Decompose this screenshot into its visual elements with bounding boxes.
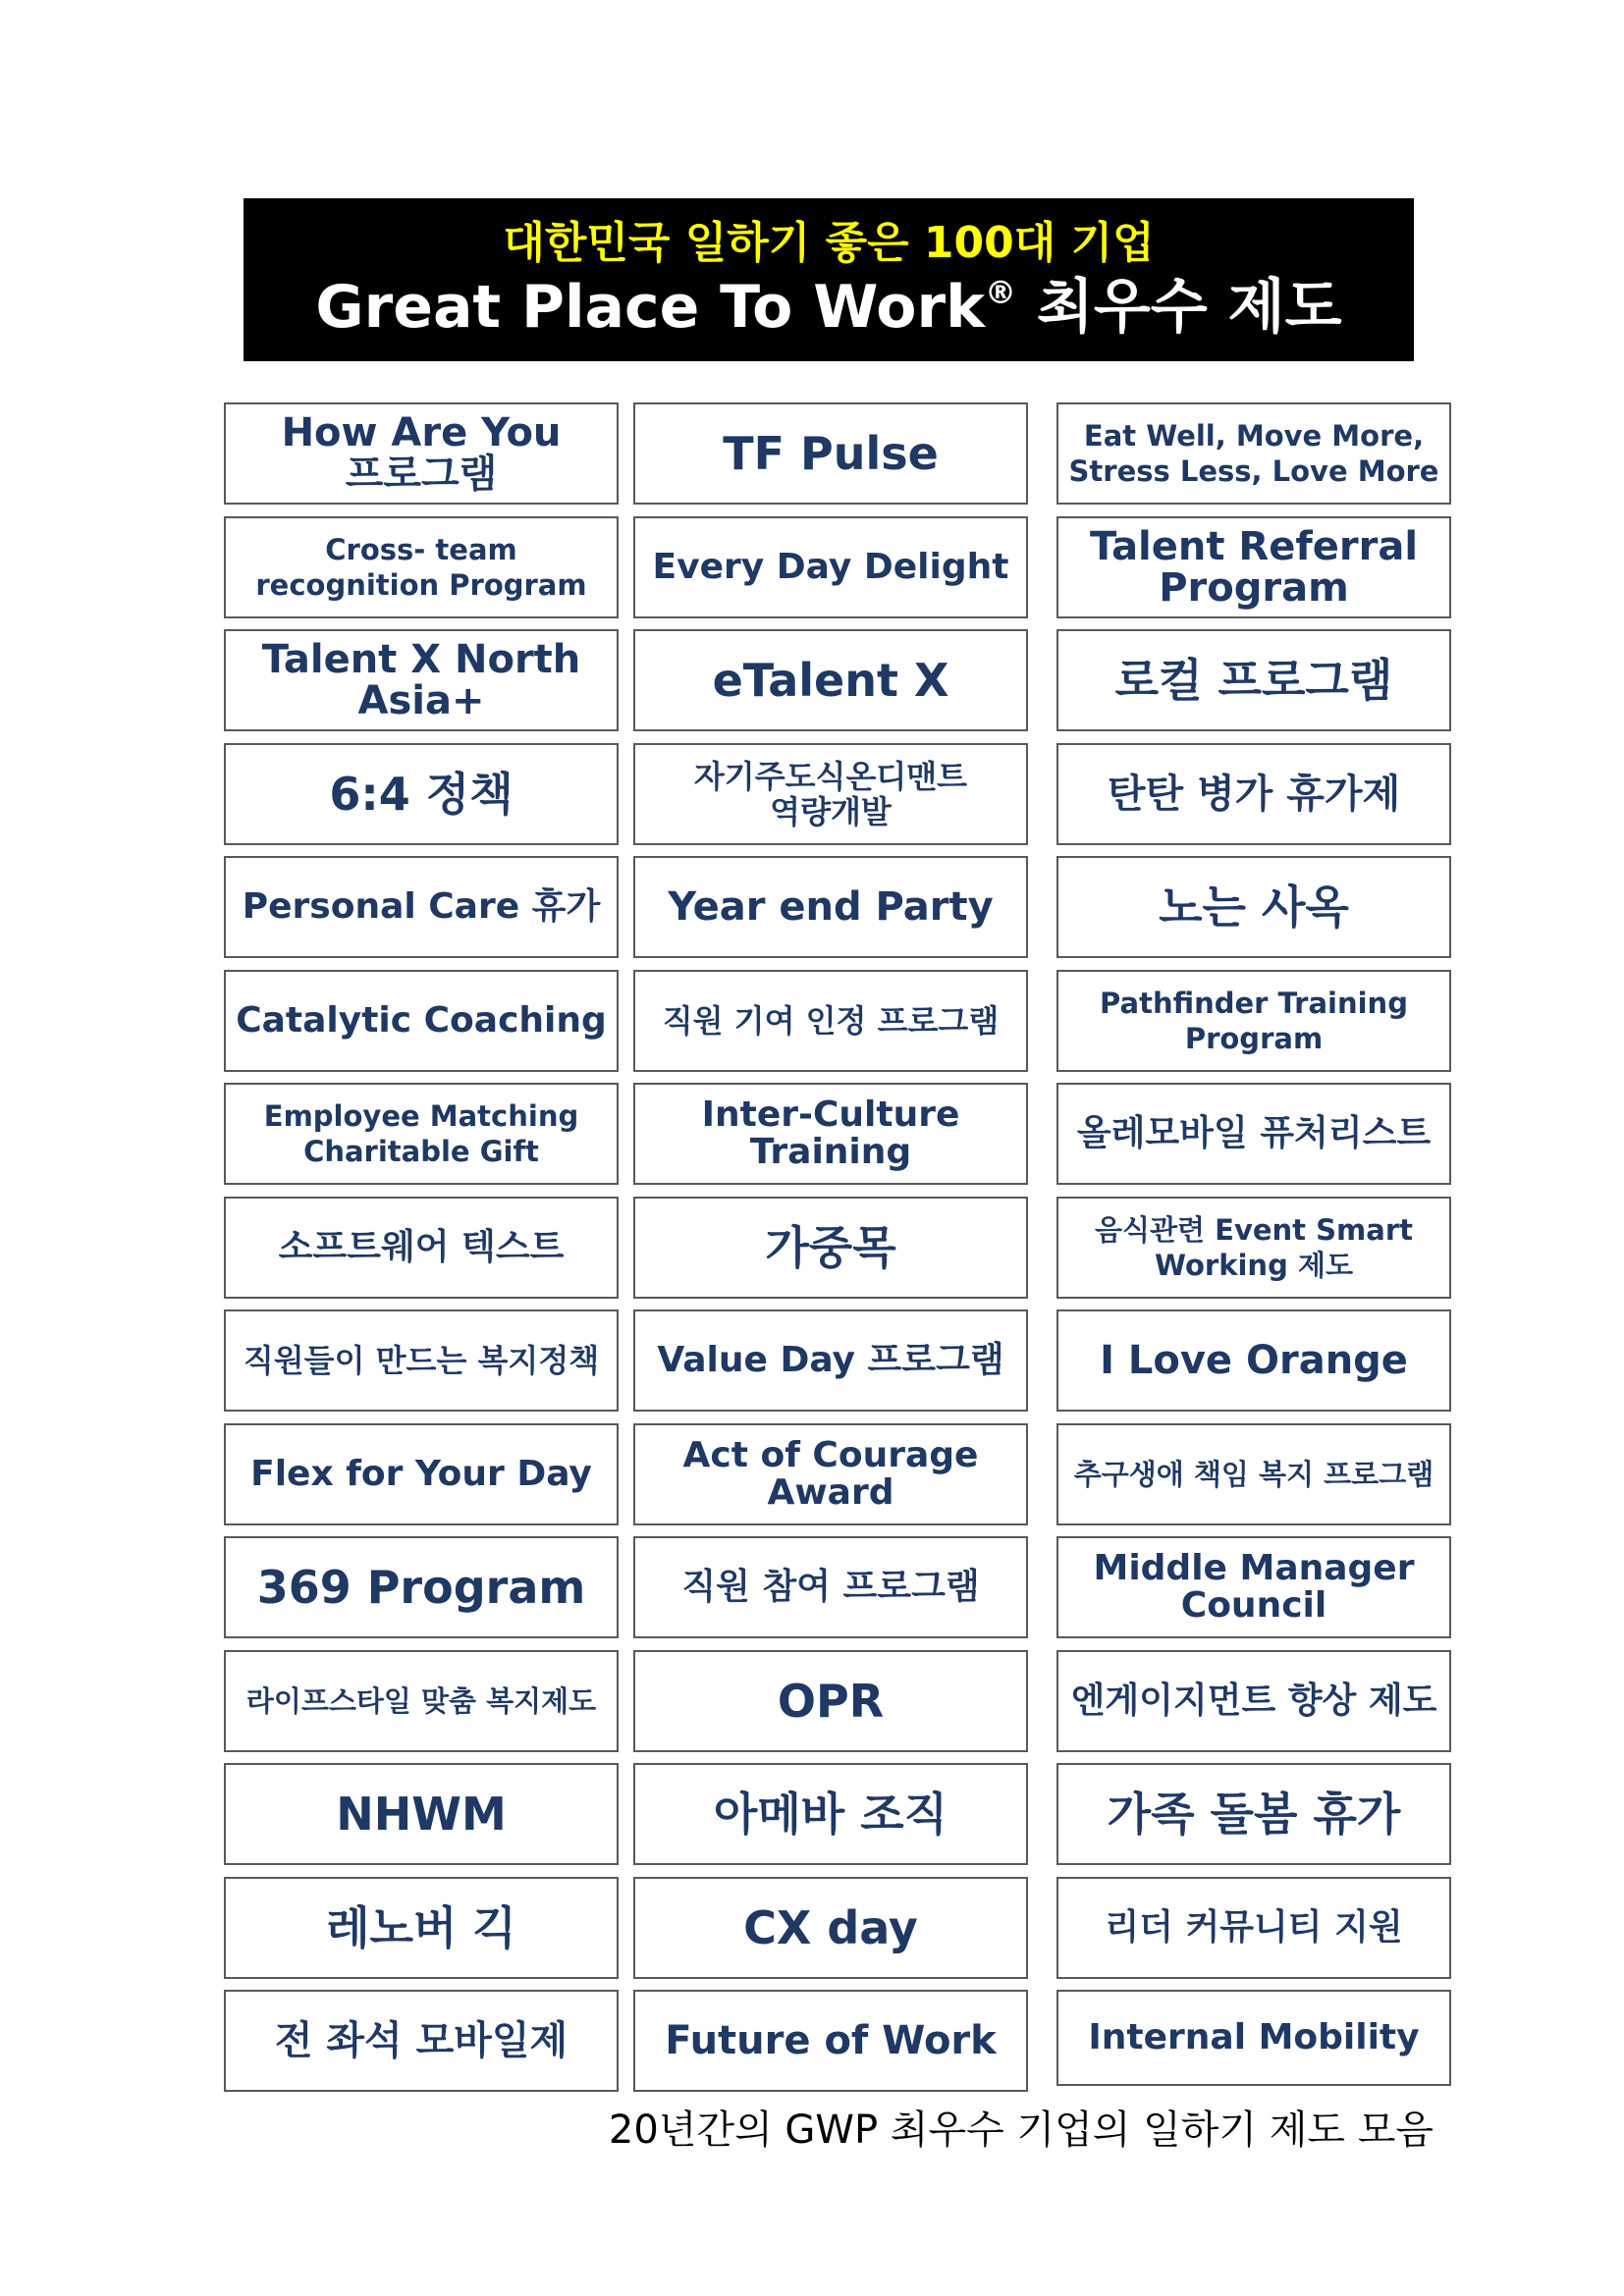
program-card: 직원 기여 인정 프로그램 [633, 970, 1028, 1072]
program-card: Catalytic Coaching [224, 970, 619, 1072]
program-card: Flex for Your Day [224, 1423, 619, 1525]
program-card: eTalent X [633, 629, 1028, 731]
program-card: 직원들이 만드는 복지정책 [224, 1309, 619, 1412]
program-card: 로컬 프로그램 [1056, 629, 1451, 731]
program-card: 노는 사옥 [1056, 856, 1451, 958]
program-card: 369 Program [224, 1536, 619, 1638]
program-card: I Love Orange [1056, 1309, 1451, 1412]
program-card: TF Pulse [633, 402, 1028, 505]
program-card: 추구생애 책임 복지 프로그램 [1056, 1423, 1451, 1525]
registered-trademark-mark: ® [985, 274, 1016, 311]
program-card: 리더 커뮤니티 지원 [1056, 1877, 1451, 1979]
program-card: 6:4 정책 [224, 743, 619, 845]
program-card: How Are You 프로그램 [224, 402, 619, 505]
program-card: 전 좌석 모바일제 [224, 1990, 619, 2092]
program-card: Act of Courage Award [633, 1423, 1028, 1525]
program-card: 가중목 [633, 1197, 1028, 1299]
program-card: Internal Mobility [1056, 1990, 1451, 2086]
program-card: 가족 돌봄 휴가 [1056, 1763, 1451, 1865]
program-card: 직원 참여 프로그램 [633, 1536, 1028, 1638]
program-card: OPR [633, 1650, 1028, 1752]
program-card: Talent Referral Program [1056, 516, 1451, 618]
program-card: Eat Well, Move More, Stress Less, Love More [1056, 402, 1451, 505]
banner-subtitle: 대한민국 일하기 좋은 100대 기업 [503, 218, 1155, 268]
program-card: NHWM [224, 1763, 619, 1865]
banner-title-suffix: 최우수 제도 [1016, 273, 1342, 342]
program-card: Future of Work [633, 1990, 1028, 2092]
program-card: 레노버 긱 [224, 1877, 619, 1979]
program-card: Cross- team recognition Program [224, 516, 619, 618]
program-card: Talent X North Asia+ [224, 629, 619, 731]
program-card: Personal Care 휴가 [224, 856, 619, 958]
program-card: Employee Matching Charitable Gift [224, 1083, 619, 1185]
program-card: 소프트웨어 텍스트 [224, 1197, 619, 1299]
program-card: 라이프스타일 맞춤 복지제도 [224, 1650, 619, 1752]
program-card: 아메바 조직 [633, 1763, 1028, 1865]
program-card: 올레모바일 퓨처리스트 [1056, 1083, 1451, 1185]
program-card: 탄탄 병가 휴가제 [1056, 743, 1451, 845]
banner-title-main: Great Place To Work [315, 273, 985, 342]
program-card: 엔게이지먼트 향상 제도 [1056, 1650, 1451, 1752]
program-card: 음식관련 Event Smart Working 제도 [1056, 1197, 1451, 1299]
program-card: Year end Party [633, 856, 1028, 958]
program-card: CX day [633, 1877, 1028, 1979]
program-card: 자기주도식온디맨트 역량개발 [633, 743, 1028, 845]
program-card: Middle Manager Council [1056, 1536, 1451, 1638]
program-card: Every Day Delight [633, 516, 1028, 618]
program-card: Value Day 프로그램 [633, 1309, 1028, 1412]
program-card: Inter-Culture Training [633, 1083, 1028, 1185]
program-card: Pathfinder Training Program [1056, 970, 1451, 1072]
footer-caption: 20년간의 GWP 최우수 기업의 일하기 제도 모음 [608, 2108, 1434, 2153]
